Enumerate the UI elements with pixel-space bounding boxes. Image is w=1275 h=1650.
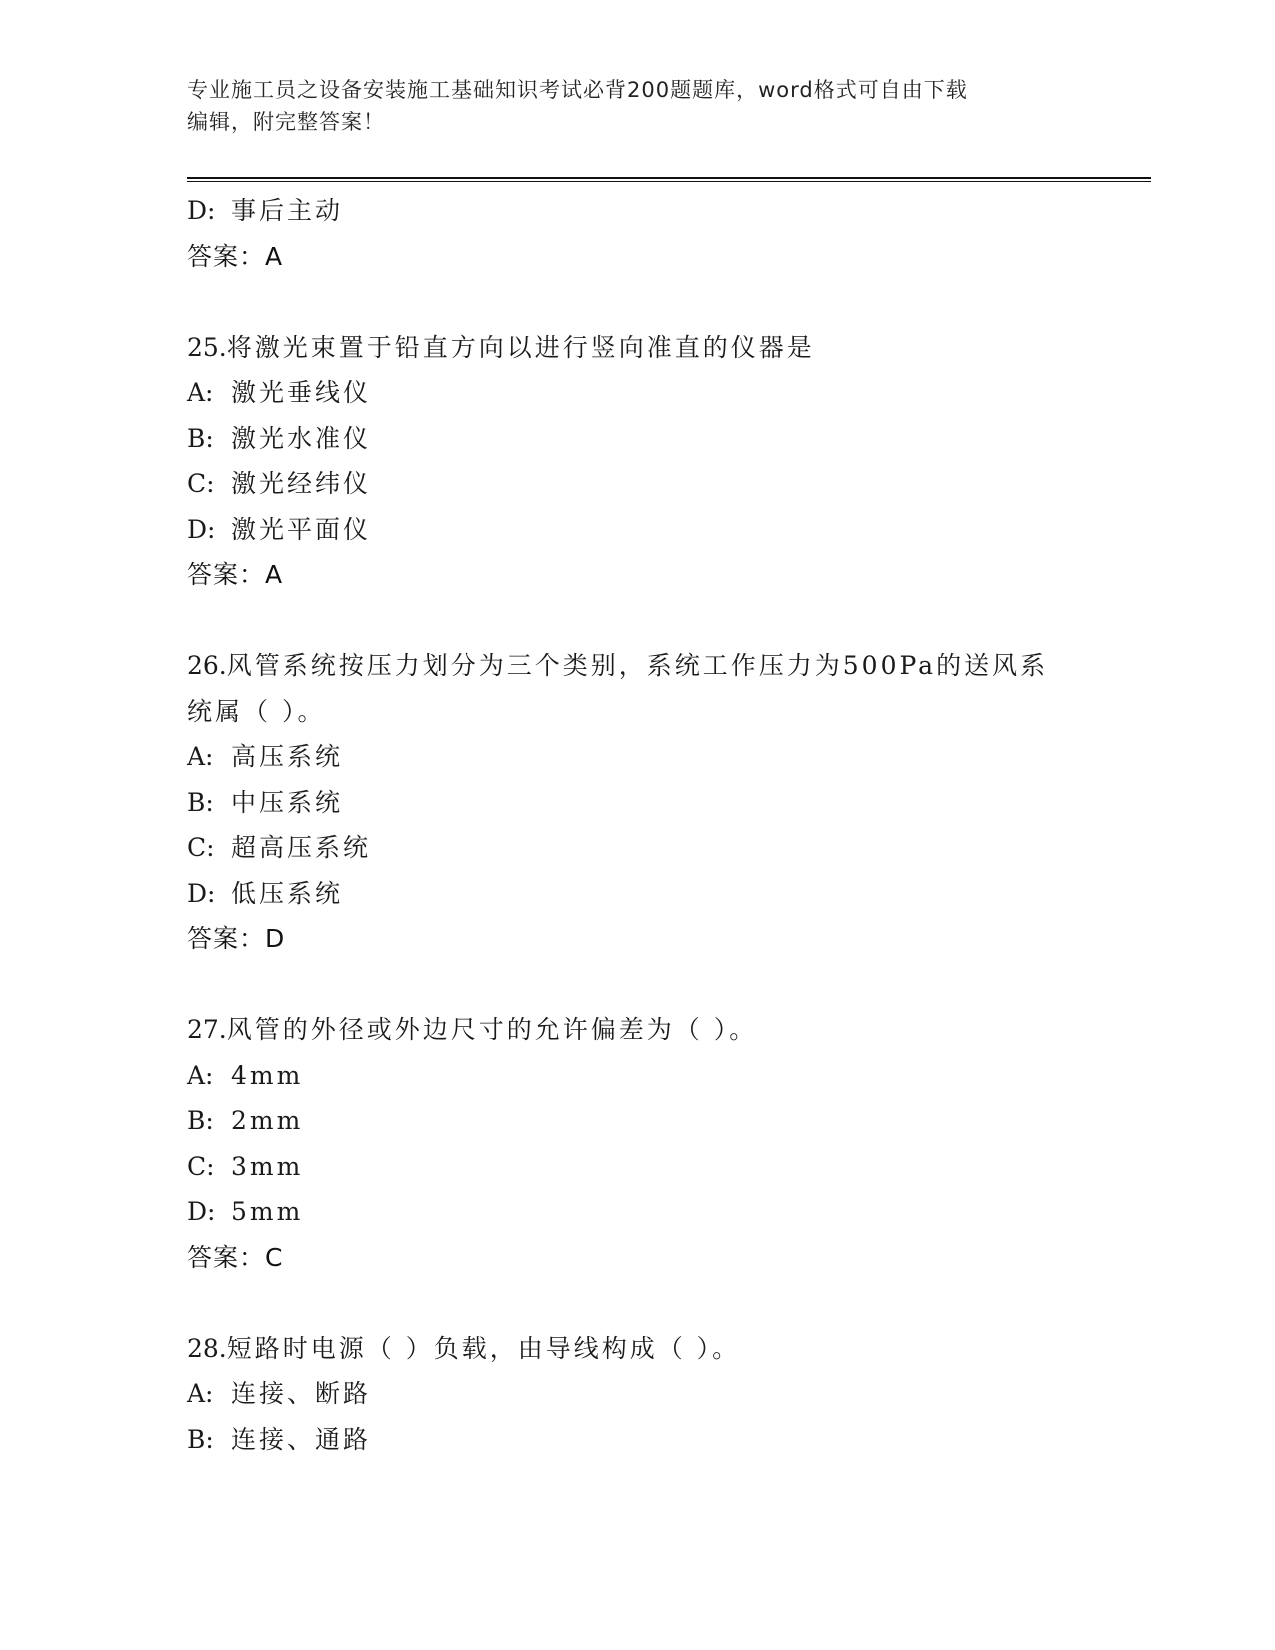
- option-line: [187, 825, 1087, 871]
- option-text: 中压系统: [231, 787, 344, 817]
- option-letter: D:: [187, 878, 216, 908]
- answer-line: 答案：A: [187, 241, 284, 271]
- question-stem: [187, 325, 1087, 371]
- option-line: [187, 1189, 1087, 1235]
- question-text: 风管系统按压力划分为三个类别，系统工作压力为500Pa的送风系: [226, 651, 1049, 680]
- option-letter: B:: [187, 787, 214, 817]
- question-stem: [187, 643, 1087, 689]
- option-line: [187, 370, 1087, 416]
- option-letter: C:: [187, 469, 215, 498]
- option-letter: D:: [187, 514, 216, 544]
- question-number: 28.: [187, 1333, 227, 1363]
- question-number: 26.: [187, 651, 227, 680]
- option-text: 超高压系统: [231, 833, 372, 862]
- question-text: 短路时电源（ ）负载，由导线构成（ ）。: [226, 1333, 741, 1363]
- option-line: [187, 734, 1087, 780]
- option-text: 高压系统: [231, 742, 344, 771]
- spacer: [187, 1280, 1087, 1326]
- option-text: 连接、断路: [231, 1379, 372, 1408]
- spacer: [187, 962, 1087, 1008]
- option-letter: B:: [187, 1106, 214, 1135]
- option-text: 激光平面仪: [231, 514, 372, 544]
- option-line: [187, 1098, 1087, 1144]
- question-text: 将激光束置于铅直方向以进行竖向准直的仪器是: [226, 332, 815, 362]
- option-line: [187, 507, 1087, 553]
- option-letter: A:: [187, 742, 214, 771]
- question-stem: [187, 1007, 1087, 1053]
- answer-line: 答案：A: [187, 560, 284, 589]
- option-line: [187, 1371, 1087, 1417]
- spacer: [187, 279, 1087, 325]
- question-stem: [187, 1326, 1087, 1372]
- option-line: [187, 871, 1087, 917]
- option-letter: D:: [187, 196, 216, 225]
- header-divider: [187, 177, 1151, 182]
- option-line: [187, 1417, 1087, 1463]
- option-line: [187, 1144, 1087, 1190]
- option-text: 低压系统: [231, 878, 344, 908]
- option-letter: B:: [187, 423, 214, 453]
- option-text: 激光经纬仪: [231, 469, 372, 498]
- option-line: [187, 461, 1087, 507]
- header-line-2: 编辑，附完整答案！: [187, 110, 385, 134]
- option-text: 5mm: [231, 1197, 304, 1226]
- option-line: [187, 188, 1087, 234]
- question-stem-continued: [187, 689, 1087, 735]
- option-text: 激光垂线仪: [231, 378, 372, 407]
- option-letter: A:: [187, 1379, 214, 1408]
- option-letter: B:: [187, 1424, 214, 1454]
- option-line: [187, 780, 1087, 826]
- option-text: 2mm: [231, 1106, 304, 1135]
- header-line-1: 专业施工员之设备安装施工基础知识考试必背200题题库，word格式可自由下载: [187, 78, 968, 102]
- spacer: [187, 598, 1087, 644]
- document-header: [187, 74, 1087, 138]
- option-letter: C:: [187, 1151, 215, 1181]
- question-text: 风管的外径或外边尺寸的允许偏差为（ ）。: [226, 1015, 758, 1044]
- option-line: [187, 416, 1087, 462]
- option-text: 激光水准仪: [231, 423, 372, 453]
- question-content: [187, 188, 1087, 1462]
- option-letter: D:: [187, 1197, 216, 1226]
- question-number: 27.: [187, 1015, 227, 1044]
- answer-line: 答案：D: [187, 924, 286, 953]
- option-letter: A:: [187, 1060, 214, 1090]
- question-text: 统属（ ）。: [187, 696, 326, 726]
- option-text: 连接、通路: [231, 1424, 372, 1454]
- option-text: 4mm: [231, 1060, 304, 1090]
- option-letter: A:: [187, 378, 214, 407]
- option-line: [187, 1053, 1087, 1099]
- option-letter: C:: [187, 833, 215, 862]
- answer-line: 答案：C: [187, 1242, 284, 1272]
- option-text: 3mm: [231, 1151, 304, 1181]
- question-number: 25.: [187, 332, 227, 362]
- option-text: 事后主动: [231, 196, 344, 225]
